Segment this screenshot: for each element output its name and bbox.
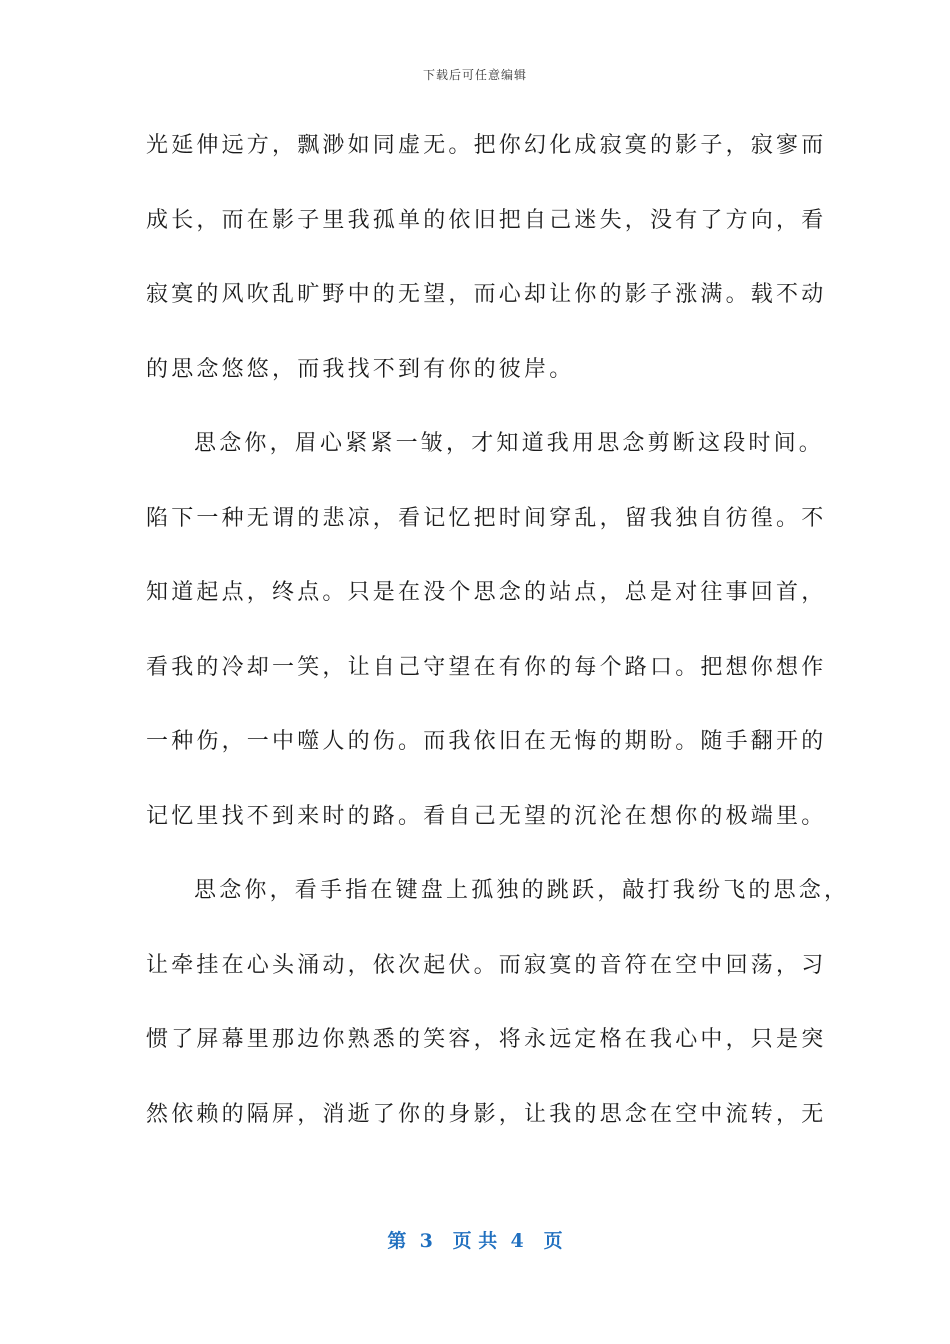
text-line: 寂寞的风吹乱旷野中的无望，而心却让你的影子涨满。载不动 [146,282,827,307]
text-line: 知道起点，终点。只是在没个思念的站点，总是对往事回首， [146,580,827,605]
text-line: 陷下一种无谓的悲凉，看记忆把时间穿乱，留我独自彷徨。不 [146,505,827,531]
page-header: 下载后可任意编辑 [422,68,527,82]
text-line: 记忆里找不到来时的路。看自己无望的沉沦在想你的极端里。 [146,803,827,829]
text-line: 成长，而在影子里我孤单的依旧把自己迷失，没有了方向，看 [146,207,827,233]
paragraph-start-line: 思念你，眉心紧紧一皱，才知道我用思念剪断这段时间。 [194,431,825,456]
text-line: 一种伤，一中噬人的伤。而我依旧在无悔的期盼。随手翻开的 [146,729,827,754]
text-line: 然依赖的隔屏，消逝了你的身影，让我的思念在空中流转，无 [146,1101,827,1127]
paragraph-start-line: 思念你，看手指在键盘上孤独的跳跃，敲打我纷飞的思念， [194,878,850,903]
text-line: 惯了屏幕里那边你熟悉的笑容，将永远定格在我心中，只是突 [146,1027,827,1052]
text-line: 让牵挂在心头涌动，依次起伏。而寂寞的音符在空中回荡，习 [146,952,827,978]
text-line: 看我的冷却一笑，让自己守望在有你的每个路口。把想你想作 [146,654,827,680]
text-line: 光延伸远方，飘渺如同虚无。把你幻化成寂寞的影子，寂寥而 [146,133,827,158]
document-body [146,120,850,1163]
text-line: 的思念悠悠，而我找不到有你的彼岸。 [146,356,575,382]
page-number-footer: 第 3 页 共 4 页 [387,1230,563,1252]
